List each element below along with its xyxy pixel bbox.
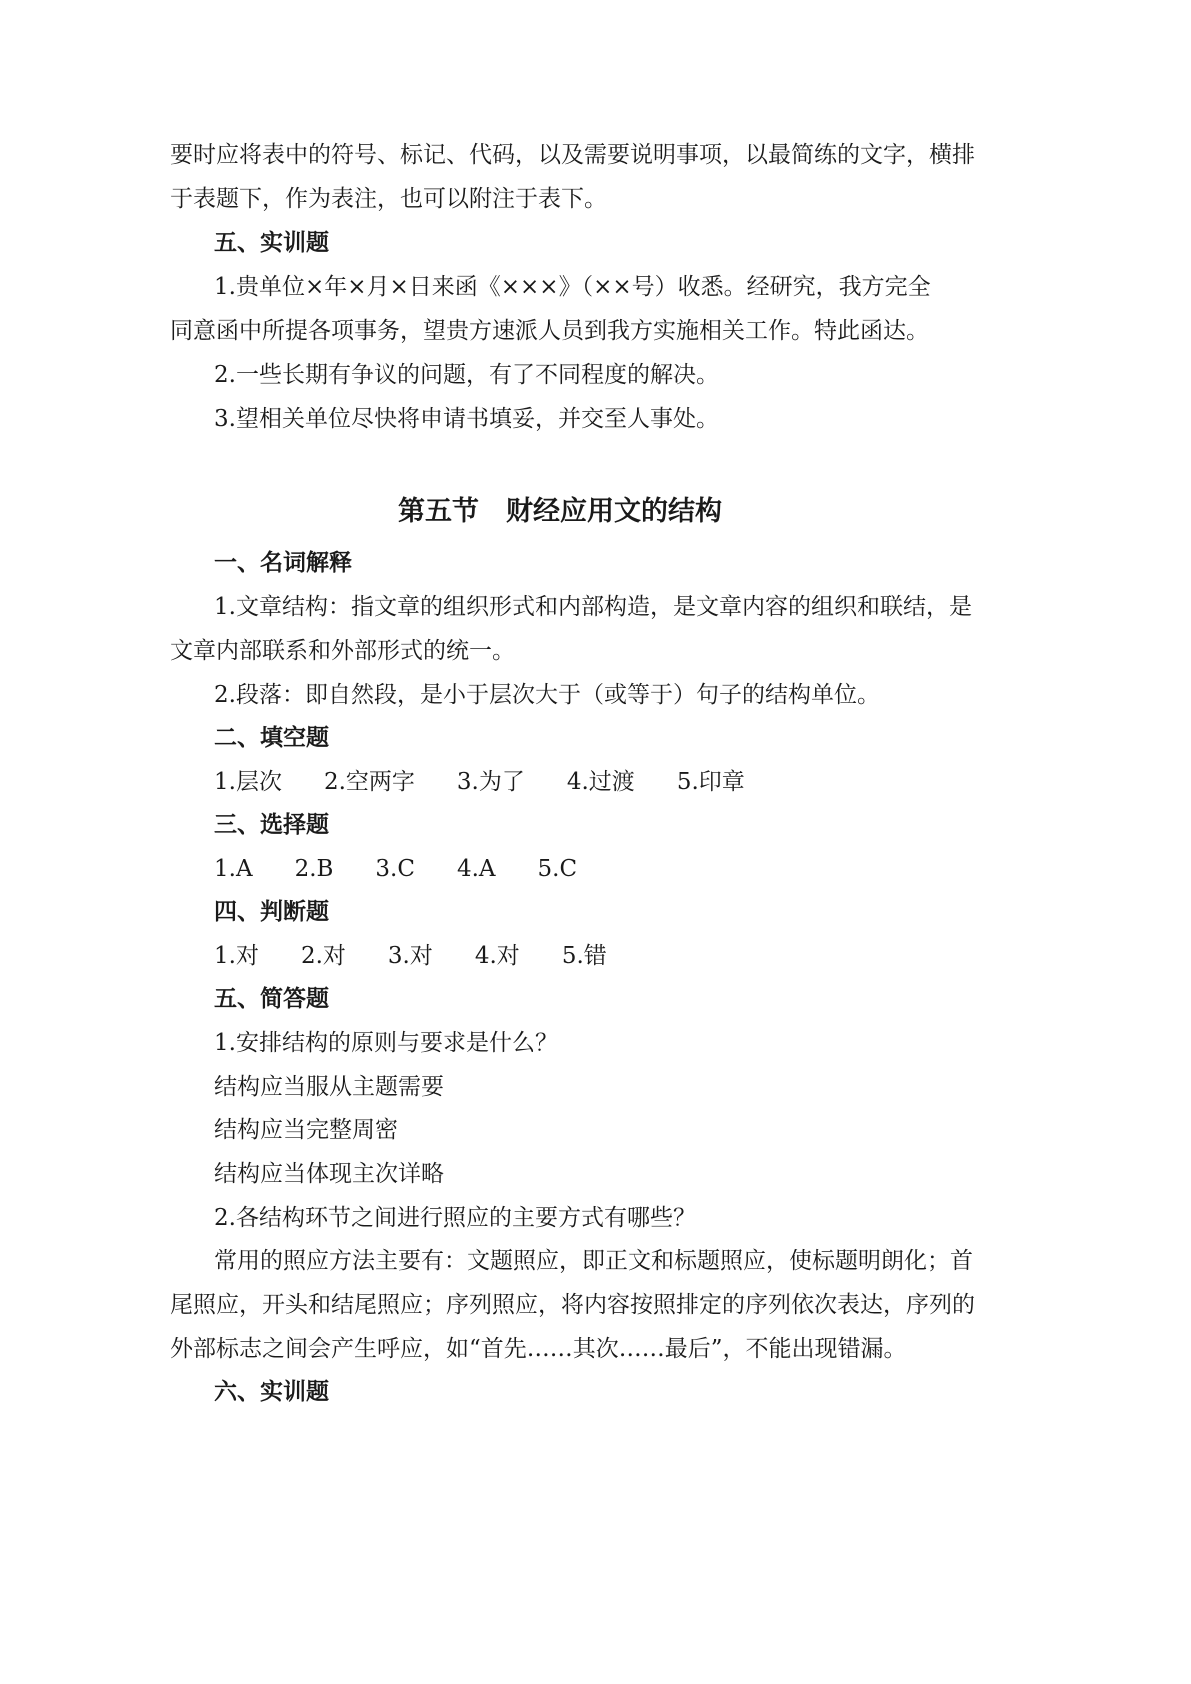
answer-item: 1.层次	[214, 769, 282, 795]
answer-line: 结构应当体现主次详略	[214, 1161, 444, 1187]
answer-item: 4.对	[474, 943, 520, 969]
paragraph-line: 2.一些长期有争议的问题，有了不同程度的解决。	[214, 362, 719, 388]
paragraph-line: 要时应将表中的符号、标记、代码，以及需要说明事项，以最简练的文字，横排	[170, 142, 975, 168]
paragraph-line: 于表题下，作为表注，也可以附注于表下。	[170, 186, 607, 212]
answer-item: 3.为了	[456, 769, 525, 795]
answer-item: 2.对	[300, 943, 346, 969]
answer-item: 2.B	[294, 856, 334, 882]
answer-item: 3.C	[375, 856, 415, 882]
section-heading: 五、简答题	[214, 986, 329, 1012]
section-heading: 三、选择题	[214, 812, 329, 838]
answer-item: 4.A	[456, 856, 496, 882]
section-heading: 五、实训题	[214, 230, 329, 256]
answer-item: 1.A	[214, 856, 253, 882]
question-line: 1.安排结构的原则与要求是什么？	[214, 1030, 558, 1056]
answer-item: 4.过渡	[566, 769, 635, 795]
section-heading: 二、填空题	[214, 725, 329, 751]
section-heading: 六、实训题	[214, 1379, 329, 1405]
answer-row-judge	[214, 941, 607, 971]
paragraph-line: 2.段落：即自然段，是小于层次大于（或等于）句子的结构单位。	[214, 682, 880, 708]
answer-item: 3.对	[387, 943, 433, 969]
paragraph-line: 文章内部联系和外部形式的统一。	[170, 638, 515, 664]
paragraph-line: 1.贵单位×年×月×日来函《×××》（××号）收悉。经研究，我方完全	[214, 274, 931, 300]
answer-row-choice	[214, 854, 577, 884]
paragraph-line: 外部标志之间会产生呼应，如“首先……其次……最后”，不能出现错漏。	[170, 1336, 907, 1362]
chapter-title: 第五节 财经应用文的结构	[398, 496, 722, 527]
paragraph-line: 尾照应，开头和结尾照应；序列照应，将内容按照排定的序列依次表达，序列的	[170, 1292, 975, 1318]
question-line: 2.各结构环节之间进行照应的主要方式有哪些？	[214, 1205, 696, 1231]
answer-item: 2.空两字	[323, 769, 415, 795]
paragraph-line: 常用的照应方法主要有：文题照应，即正文和标题照应，使标题明朗化；首	[214, 1248, 973, 1274]
answer-row-fill	[214, 767, 745, 797]
section-heading: 四、判断题	[214, 899, 329, 925]
answer-item: 5.错	[561, 943, 607, 969]
answer-item: 5.印章	[676, 769, 745, 795]
answer-item: 5.C	[537, 856, 578, 882]
paragraph-line: 同意函中所提各项事务，望贵方速派人员到我方实施相关工作。特此函达。	[170, 318, 929, 344]
paragraph-line: 1.文章结构：指文章的组织形式和内部构造，是文章内容的组织和联结，是	[214, 594, 972, 620]
answer-item: 1.对	[214, 943, 259, 969]
answer-line: 结构应当服从主题需要	[214, 1074, 444, 1100]
section-heading: 一、名词解释	[214, 550, 352, 576]
answer-line: 结构应当完整周密	[214, 1117, 398, 1143]
paragraph-line: 3.望相关单位尽快将申请书填妥，并交至人事处。	[214, 406, 719, 432]
